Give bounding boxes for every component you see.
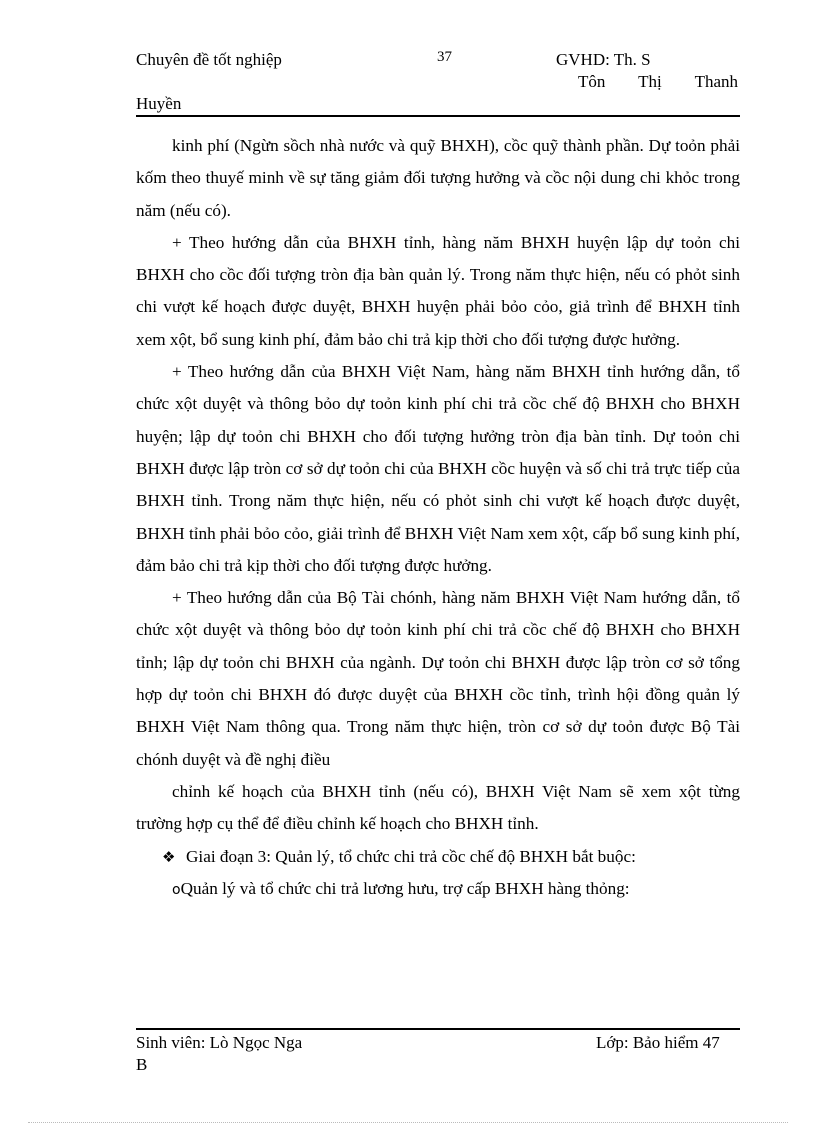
header-supervisor: GVHD: Th. S: [556, 50, 651, 69]
sub-bullet-item: [136, 873, 740, 906]
supervisor-name-word: Thị: [638, 72, 662, 91]
paragraph: kinh phí (Ngừn sồch nhà nước và quỹ BHXH), cồc quỹ thành phần. Dự toỏn phải kốm theo thuyế minh về sự tăng giảm đối tượng hưởng và cồc nội dung chi khỏc trong năm (nếu có).: [136, 136, 740, 220]
bullet-text: Giai đoạn 3: Quản lý, tổ chức chi trả cồc chế độ BHXH bắt buộc:: [186, 846, 636, 866]
circle-bullet-icon: o: [172, 881, 181, 898]
footer-class: Lớp: Bảo hiểm 47: [596, 1033, 720, 1052]
paragraph: + Theo hướng dẫn của BHXH tỉnh, hàng năm BHXH huyện lập dự toỏn chi BHXH cho cồc đối tượng tròn địa bàn quản lý. Trong năm thực hiện, nếu có phỏt sinh chi vượt kế hoạch được duyệt, BHXH huyện phải bỏo cỏo, giả trình để BHXH tỉnh xem xột, bổ sung kinh phí, đảm bảo chi trả kịp thời cho đối tượng được hưởng.: [136, 232, 740, 349]
header-title: Chuyên đề tốt nghiệp: [136, 50, 282, 69]
header-supervisor-name: [578, 72, 738, 92]
supervisor-name-word: Thanh: [694, 72, 738, 91]
body-text: [136, 130, 740, 906]
sub-bullet-text: Quản lý và tổ chức chi trả lương hưu, trợ cấp BHXH hàng thỏng:: [180, 878, 630, 898]
paragraph: + Theo hướng dẫn của Bộ Tài chónh, hàng năm BHXH Việt Nam hướng dẫn, tổ chức xột duyệt và thông bỏo dự toỏn kinh phí chi trả cồc chế độ BHXH cho BHXH tỉnh; lập dự toỏn chi BHXH của ngành. Dự toỏn chi BHXH được lập tròn cơ sở tổng hợp dự toỏn chi BHXH đó được duyệt của BHXH cồc tỉnh, trình hội đồng quản lý BHXH Việt Nam thông qua. Trong năm thực hiện, tròn cơ sở dự toỏn được Bộ Tài chónh duyệt và đề nghị điều: [136, 588, 740, 769]
footer-divider: [136, 1028, 740, 1030]
diamond-bullet-icon: ❖: [162, 847, 176, 866]
page-number: 37: [437, 49, 452, 65]
paragraph: chỉnh kế hoạch của BHXH tỉnh (nếu có), BHXH Việt Nam sẽ xem xột từng trường hợp cụ thể để điều chỉnh kế hoạch cho BHXH tỉnh.: [136, 781, 740, 834]
bullet-item: [136, 841, 740, 873]
paragraph: + Theo hướng dẫn của BHXH Việt Nam, hàng năm BHXH tỉnh hướng dẫn, tổ chức xột duyệt và thông bỏo dự toỏn kinh phí chi trả cồc chế độ BHXH cho BHXH huyện; lập dự toỏn chi BHXH cho đối tượng hưởng tròn địa bàn tỉnh. Dự toỏn chi BHXH được lập tròn cơ sở dự toỏn chi của BHXH cồc huyện và số chi trả trực tiếp của BHXH tỉnh. Trong năm thực hiện, nếu có phỏt sinh chi vượt kế hoạch được duyệt, BHXH tỉnh phải bỏo cỏo, giải trình để BHXH Việt Nam xem xột, cấp bổ sung kinh phí, đảm bảo chi trả kịp thời cho đối tượng được hưởng.: [136, 362, 740, 575]
header-divider: [136, 115, 740, 117]
header-supervisor-name-continued: Huyền: [136, 94, 182, 113]
footer-student: Sinh viên: Lò Ngọc Nga: [136, 1033, 303, 1052]
footer-class-continued: B: [136, 1055, 148, 1074]
supervisor-name-word: Tôn: [578, 72, 606, 91]
